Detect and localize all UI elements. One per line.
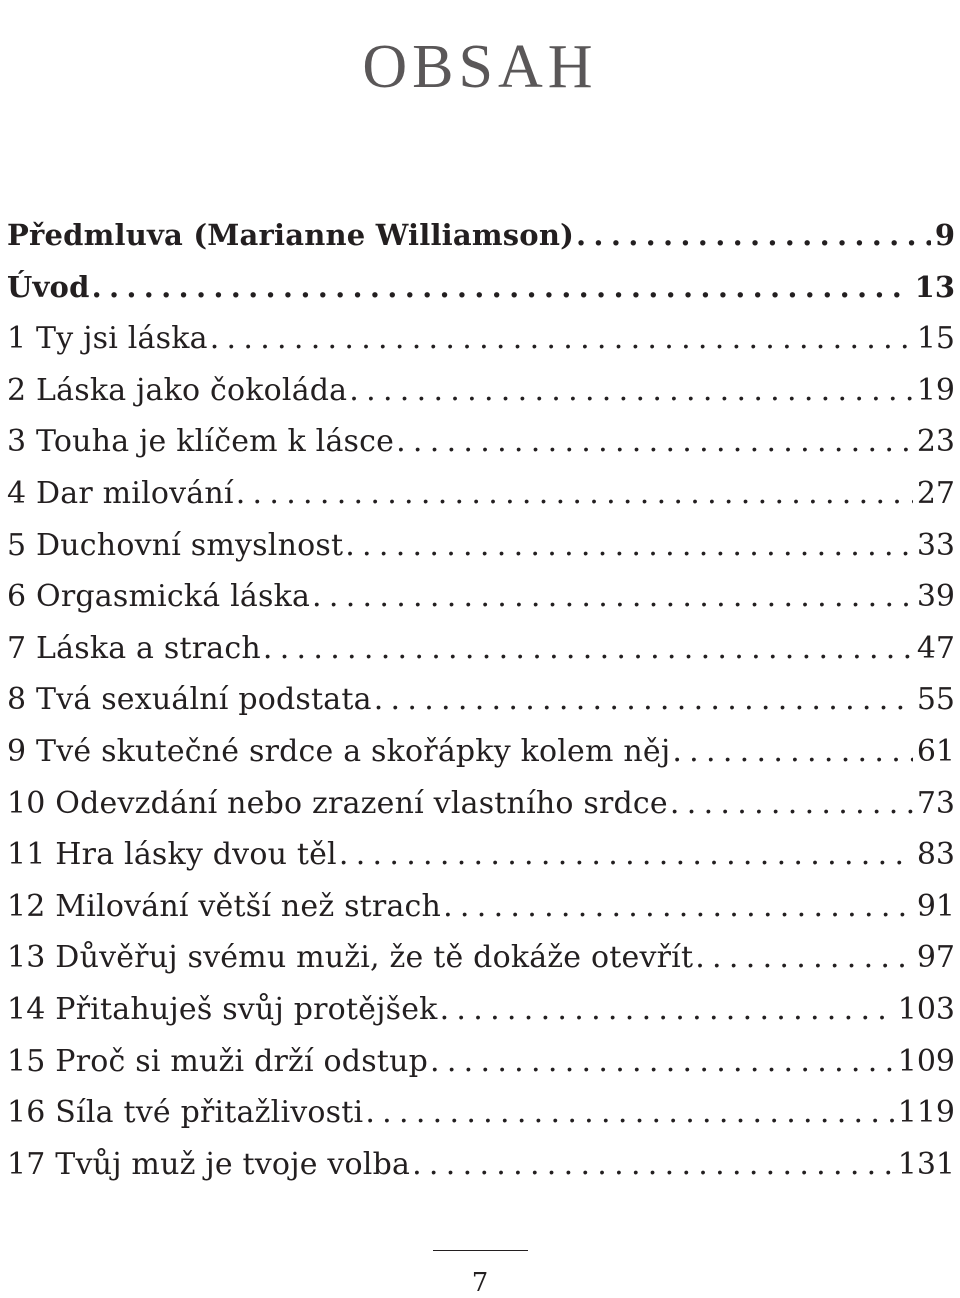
toc-entry <box>7 313 955 365</box>
dot-leader <box>440 984 894 1036</box>
dot-leader <box>430 1036 894 1088</box>
toc-entry-title: 2 Láska jako čokoláda <box>7 372 348 408</box>
toc-entry-page: 109 <box>897 1043 955 1079</box>
toc-entry-page: 13 <box>914 269 955 304</box>
toc-entry-page: 19 <box>916 372 955 408</box>
toc-entry-page: 39 <box>916 579 955 615</box>
dot-leader <box>349 365 913 417</box>
toc-entry-title: 8 Tvá sexuální podstata <box>7 682 372 718</box>
toc-entry-title: 16 Síla tvé přitažlivosti <box>7 1095 364 1131</box>
toc-entry-page: 103 <box>897 991 955 1027</box>
dot-leader <box>345 520 913 572</box>
dot-leader <box>576 210 931 262</box>
dot-leader <box>670 778 913 830</box>
toc-entry-title: 5 Duchovní smyslnost <box>7 527 344 563</box>
dot-leader <box>695 932 913 984</box>
toc-entry-title: Úvod <box>7 269 90 304</box>
toc-entry-title: 4 Dar milování <box>7 475 234 511</box>
toc-entry <box>7 520 955 572</box>
toc-entry <box>7 778 955 830</box>
toc-entry-title: 6 Orgasmická láska <box>7 579 311 615</box>
toc-entry <box>7 365 955 417</box>
toc-entry <box>7 932 955 984</box>
toc-entry-title: 3 Touha je klíčem k lásce <box>7 424 395 460</box>
toc-entry <box>7 623 955 675</box>
toc-entry-title: 10 Odevzdání nebo zrazení vlastního srdce <box>7 785 668 821</box>
toc-entry-page: 33 <box>916 527 955 563</box>
toc-entry-title: 15 Proč si muži drží odstup <box>7 1043 428 1079</box>
dot-leader <box>374 674 913 726</box>
dot-leader <box>396 416 913 468</box>
toc-entry-title: 17 Tvůj muž je tvoje volba <box>7 1146 411 1182</box>
toc-entry <box>7 1139 955 1191</box>
toc-entry <box>7 984 955 1036</box>
toc-entry <box>7 416 955 468</box>
dot-leader <box>312 571 913 623</box>
toc-entry <box>7 829 955 881</box>
page-number: 7 <box>471 1268 489 1298</box>
toc-entry-page: 131 <box>897 1146 955 1182</box>
toc-entry-title: 1 Ty jsi láska <box>7 321 208 357</box>
dot-leader <box>412 1139 894 1191</box>
toc-entry <box>7 881 955 933</box>
toc-entry-page: 91 <box>916 888 955 924</box>
toc-entry-page: 9 <box>934 218 955 252</box>
footer-rule <box>433 1250 528 1251</box>
toc-entry-page: 119 <box>897 1095 955 1131</box>
toc-entry <box>7 1087 955 1139</box>
dot-leader <box>339 829 913 881</box>
dot-leader <box>92 262 911 314</box>
toc-entry-page: 97 <box>916 940 955 976</box>
toc-entry <box>7 674 955 726</box>
toc-entry-page: 47 <box>916 630 955 666</box>
toc-entry-title: Předmluva (Marianne Williamson) <box>7 218 575 252</box>
toc-entry-page: 15 <box>916 321 955 357</box>
toc-entry-page: 23 <box>916 424 955 460</box>
toc-entry <box>7 468 955 520</box>
toc-entry-title: 14 Přitahuješ svůj protějšek <box>7 991 438 1027</box>
toc-entry-page: 83 <box>916 837 955 873</box>
toc-entry-page: 55 <box>916 682 955 718</box>
dot-leader <box>263 623 913 675</box>
toc-entry <box>7 571 955 623</box>
toc-entry-page: 73 <box>916 785 955 821</box>
dot-leader <box>210 313 913 365</box>
toc-entry <box>7 726 955 778</box>
dot-leader <box>672 726 912 778</box>
toc-entry <box>7 210 955 262</box>
page-title: OBSAH <box>362 32 598 101</box>
toc-entry-title: 9 Tvé skutečné srdce a skořápky kolem něj <box>7 733 671 769</box>
toc-entry-page: 27 <box>916 475 955 511</box>
toc-entry-title: 12 Milování větší než strach <box>7 888 442 924</box>
dot-leader <box>365 1087 893 1139</box>
toc-entry-title: 7 Láska a strach <box>7 630 261 666</box>
toc-entry <box>7 262 955 314</box>
toc-entry-title: 13 Důvěřuj svému muži, že tě dokáže otevřít <box>7 940 694 976</box>
dot-leader <box>443 881 913 933</box>
toc-entry-page: 61 <box>916 733 955 769</box>
toc-entry-title: 11 Hra lásky dvou těl <box>7 837 337 873</box>
toc-entry <box>7 1036 955 1088</box>
dot-leader <box>236 468 913 520</box>
table-of-contents <box>7 210 955 1190</box>
